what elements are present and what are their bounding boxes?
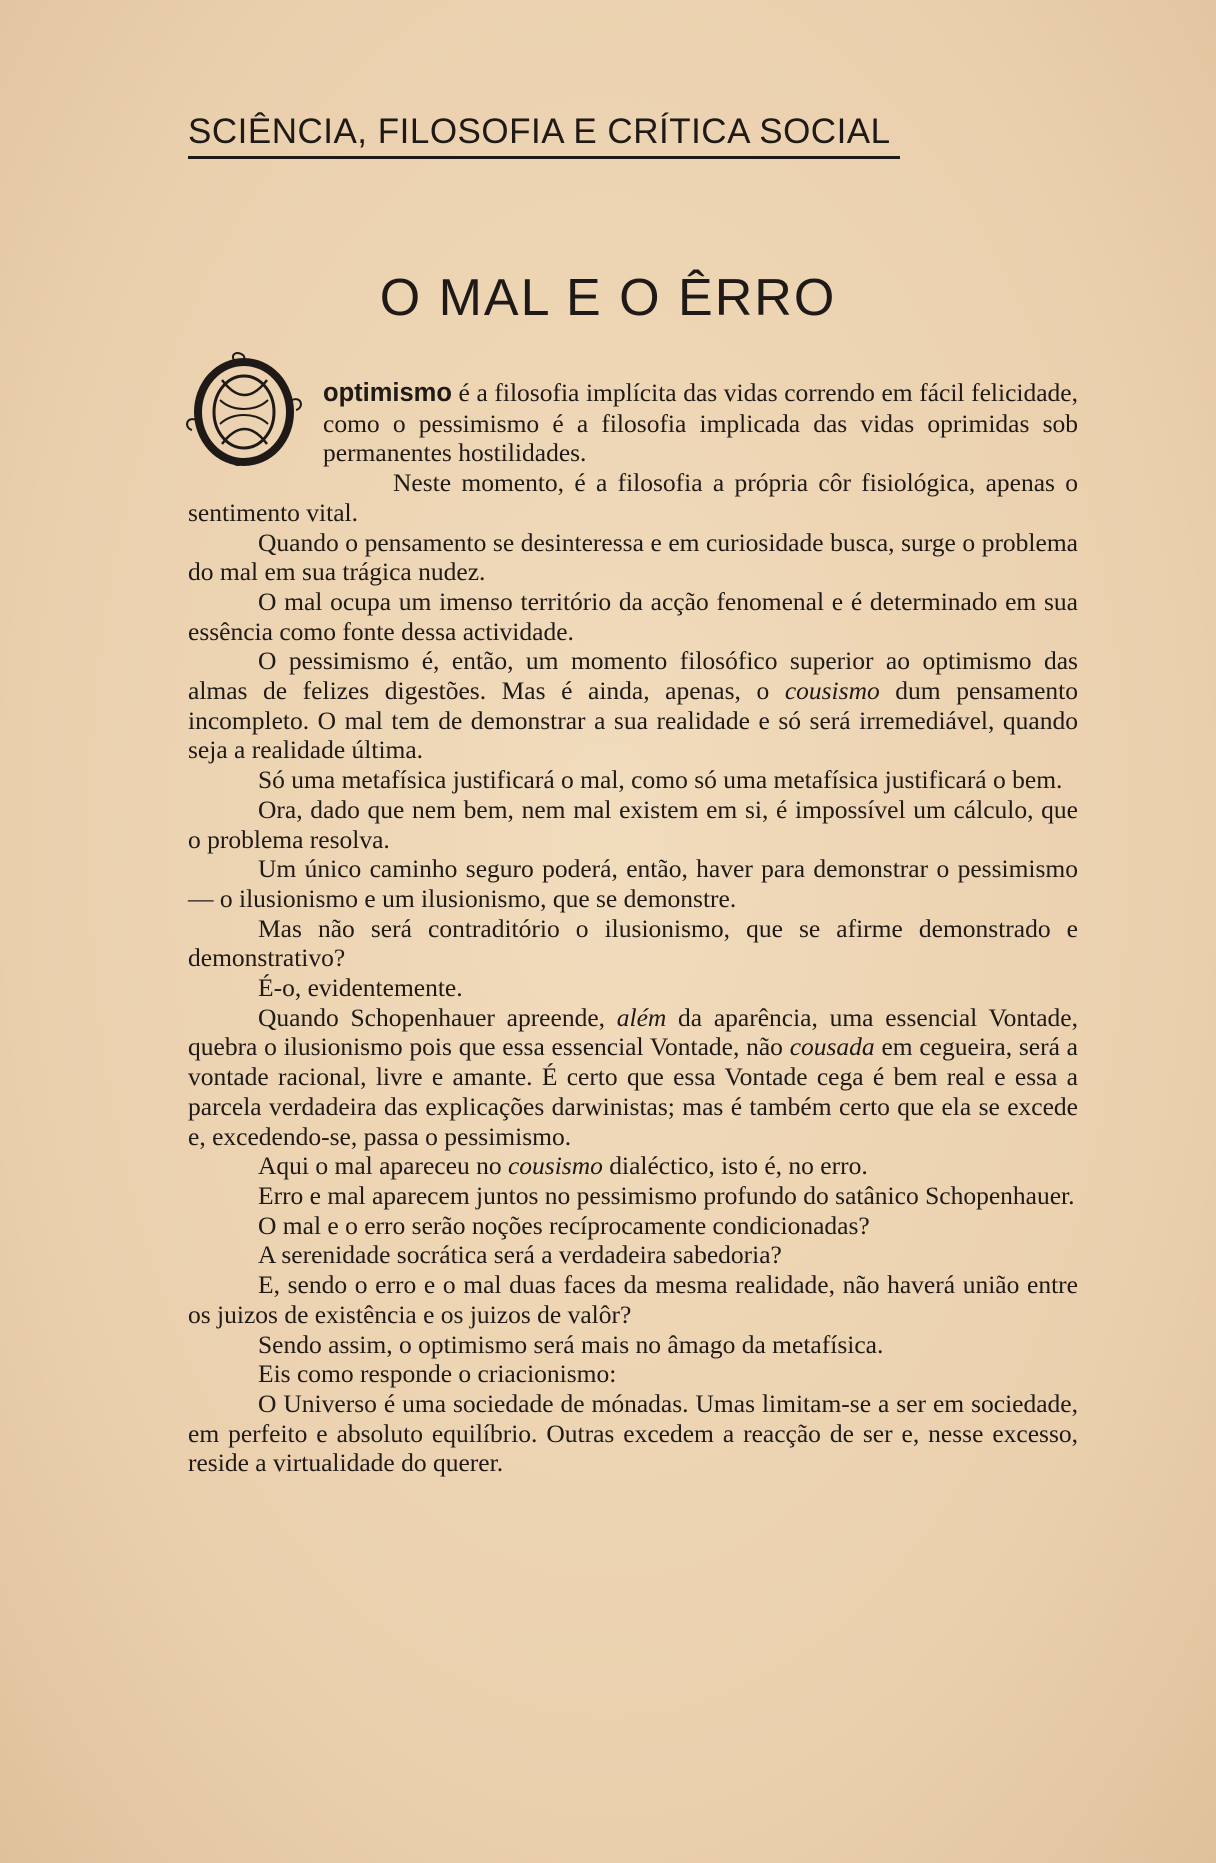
italic-term: além [616, 1002, 667, 1032]
paragraph-text: é a filosofia implícita das vidas correndo em fácil felicidade, como o pessimismo é a filosofia implicada das vidas oprimidas sob permanentes hostilidades. [323, 378, 1078, 468]
paragraph: Só uma metafísica justificará o mal, como só uma metafísica justificará o bem. [258, 765, 1063, 795]
paragraph: Neste momento, é a filosofia a própria côr fisiológica, apenas o sentimento vital. [188, 468, 1078, 527]
ornate-drop-cap-o [182, 350, 307, 470]
paragraph-text: da aparência, uma essencial Vontade, quebra o ilusionismo pois que essa essencial Vontade, não [188, 1002, 1078, 1062]
paragraph-text: dum pensamento incompleto. O mal tem de demonstrar a sua realidade e só será irremediável, quando seja a realidade última. [188, 676, 1079, 765]
section-header: SCIÊNCIA, FILOSOFIA E CRÍTICA SOCIAL [188, 112, 900, 159]
paragraph [188, 646, 1078, 765]
article-body [188, 378, 1078, 1478]
italic-term: cousismo [507, 1151, 603, 1181]
paragraph-text: Aqui o mal apareceu no [258, 1151, 508, 1181]
paragraph-text: dialéctico, isto é, no erro. [602, 1151, 868, 1181]
paragraph: Sendo assim, o optimismo será mais no âmago da metafísica. [258, 1329, 884, 1359]
lead-word: optimismo [323, 379, 452, 407]
paragraph: O mal ocupa um imenso território da acção fenomenal e é determinado em sua essência como fonte dessa actividade. [188, 586, 1078, 646]
paragraph: Ora, dado que nem bem, nem mal existem em si, é impossível um cálculo, que o problema resolva. [188, 794, 1078, 854]
article-title: O MAL E O ÊRRO [379, 269, 837, 327]
paragraph: Quando o pensamento se desinteressa e em curiosidade busca, surge o problema do mal em sua trágica nudez. [188, 527, 1078, 587]
paragraph-text: em cegueira, será a vontade racional, livre e amante. É certo que essa Vontade cega é bem real e essa a parcela verdadeira das explicações darwinistas; mas é também certo que ela se excede e, excedendo-se, passa o pessimismo. [188, 1032, 1078, 1151]
paragraph: Erro e mal aparecem juntos no pessimismo profundo do satânico Schopenhauer. [258, 1180, 1075, 1210]
paragraph: Um único caminho seguro poderá, então, haver para demonstrar o pessimismo — o ilusionismo e um ilusionismo, que se demonstre. [188, 854, 1078, 913]
paragraph: E, sendo o erro e o mal duas faces da mesma realidade, não haverá união entre os juizos de existência e os juizos de valôr? [188, 1270, 1078, 1329]
italic-term: cousada [789, 1032, 875, 1062]
paragraph: O mal e o erro serão noções recíprocamente condicionadas? [258, 1210, 870, 1240]
paragraph: Eis como responde o criacionismo: [258, 1359, 617, 1389]
paragraph [188, 1003, 1078, 1152]
italic-term: cousismo [784, 676, 880, 706]
paragraph-text: O pessimismo é, então, um momento filosófico superior ao optimismo das almas de felizes digestões. Mas é ainda, apenas, o [188, 646, 1078, 706]
paragraph-text: Quando Schopenhauer apreende, [258, 1002, 617, 1032]
paragraph: É-o, evidentemente. [258, 973, 463, 1003]
paragraph [188, 378, 1078, 468]
paragraph: A serenidade socrática será a verdadeira sabedoria? [258, 1240, 782, 1270]
paragraph: O Universo é uma sociedade de mónadas. Umas limitam-se a ser em sociedade, em perfeito e absoluto equilíbrio. Outras excedem a reacção de ser e, nesse excesso, reside a virtualidade do querer. [188, 1388, 1078, 1478]
paragraph [188, 1151, 1078, 1181]
paragraph: Mas não será contraditório o ilusionismo, que se afirme demonstrado e demonstrativo? [188, 913, 1078, 973]
